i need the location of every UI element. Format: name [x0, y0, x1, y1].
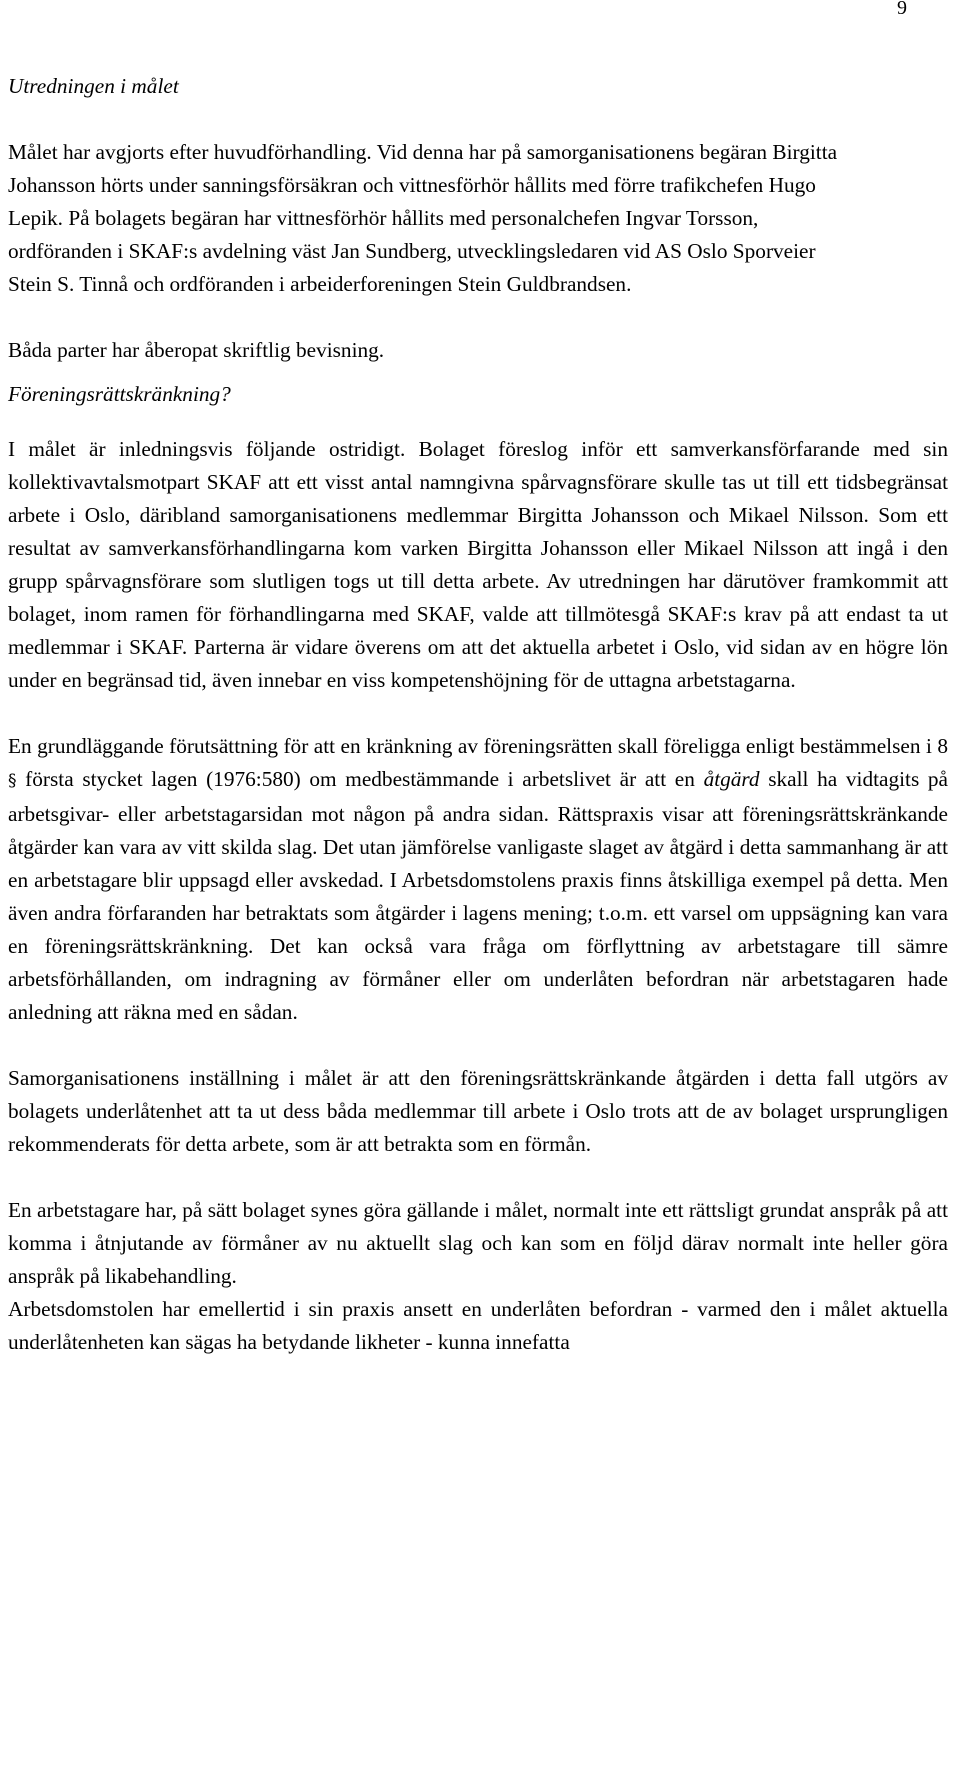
text-run: första stycket lagen (1976:580) om medbestämmande i arbetslivet är att en — [25, 767, 695, 791]
section-heading-utredningen: Utredningen i målet — [8, 74, 179, 98]
paragraph-arbetstagare: En arbetstagare har, på sätt bolaget synes göra gällande i målet, normalt inte ett rättsligt grundat anspråk på att komma i åtnjutande av förmåner av nu aktuellt slag och kan som en följd därav normalt inte heller göra anspråk på likabehandling. — [8, 1198, 948, 1288]
text-run: skall ha vidtagits på arbetsgivar- eller arbetstagarsidan mot någon på andra sidan. Rättspraxis visar att föreningsrättskränkande åtgärder kan vara av vitt skilda slag. Det utan jämförelse vanligaste slaget av åtgärd i detta sammanhang är att en arbetstagare blir uppsagd eller avskedad. I Arbetsdomstolens praxis finns åtskilliga exempel på detta. Men även andra förfaranden har betraktats som åtgärder i lagens mening; t.o.m. ett varsel om uppsägning kan vara en föreningsrättskränkning. Det kan också vara fråga om förflyttning av arbetstagare till sämre arbetsförhållanden, om indragning av förmåner eller om underlåten befordran när arbetstagaren hade anledning att räkna med en sådan. — [8, 767, 949, 1024]
paragraph-forutsattning — [8, 730, 948, 1029]
paragraph-installning: Samorganisationens inställning i målet är att den föreningsrättskränkande åtgärden i detta fall utgörs av bolagets underlåtenhet att ta ut dess båda medlemmar till arbete i Oslo trots att de av bolaget ursprungligen rekommenderats för detta arbete, som är att betrakta som en förmån. — [8, 1066, 948, 1156]
paragraph-bevisning: Båda parter har åberopat skriftlig bevisning. — [8, 338, 385, 362]
section-sign: § — [8, 771, 17, 791]
paragraph-utredning: Målet har avgjorts efter huvudförhandling. Vid denna har på samorganisationens begäran Birgitta Johansson hörts under sanningsförsäkran och vittnesförhör hållits med förre trafikchefen Hugo Lepik. På bolagets begäran har vittnesförhör hållits med personalchefen Ingvar Torsson, ordföranden i SKAF:s avdelning väst Jan Sundberg, utvecklingsledaren vid AS Oslo Sporveier Stein S. Tinnå och ordföranden i arbeiderforeningen Stein Guldbrandsen. — [8, 140, 838, 296]
paragraph-arbetsdomstolen: Arbetsdomstolen har emellertid i sin praxis ansett en underlåten befordran - varmed den i målet aktuella underlåtenheten kan sägas ha betydande likheter - kunna innefatta — [8, 1297, 948, 1354]
section-heading-foreningsratt: Föreningsrättskränkning? — [8, 382, 231, 406]
emphasized-term: åtgärd — [703, 767, 760, 791]
text-run: En grundläggande förutsättning för att en kränkning av föreningsrätten skall föreligga enligt bestämmelsen i 8 — [8, 734, 948, 758]
document-body — [8, 70, 948, 1359]
paragraph-ostridigt: I målet är inledningsvis följande ostridigt. Bolaget föreslog inför ett samverkansförfarande med sin kollektivavtalsmotpart SKAF att ett visst antal namngivna spårvagnsförare skulle tas ut till ett tidsbegränsat arbete i Oslo, däribland samorganisationens medlemmar Birgitta Johansson och Mikael Nilsson. Som ett resultat av samverkansförhandlingarna kom varken Birgitta Johansson eller Mikael Nilsson att ingå i den grupp spårvagnsförare som slutligen togs ut till detta arbete. Av utredningen har därutöver framkommit att bolaget, inom ramen för förhandlingarna med SKAF, valde att tillmötesgå SKAF:s krav på att endast ta ut medlemmar i SKAF. Parterna är vidare överens om att det aktuella arbetet i Oslo, vid sidan av en högre lön under en begränsad tid, även innebar en viss kompetenshöjning för de uttagna arbetstagarna. — [8, 437, 948, 692]
page-number: 9 — [897, 0, 907, 19]
